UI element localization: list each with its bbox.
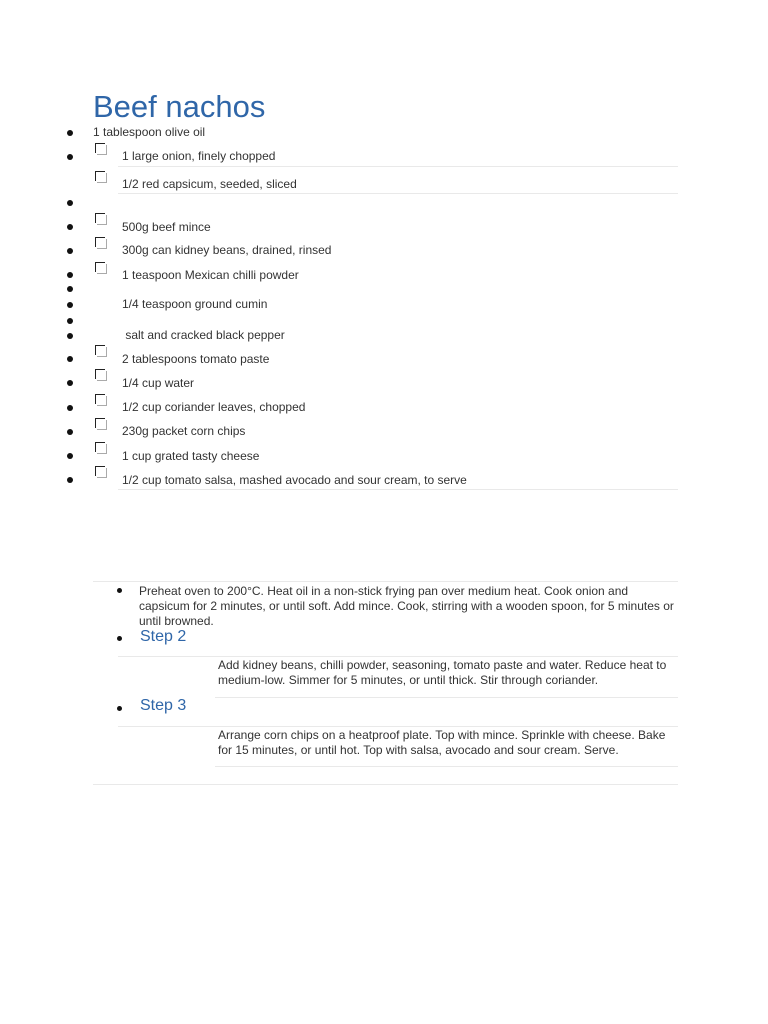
- checkbox-icon[interactable]: [95, 143, 105, 153]
- step-3-text: Arrange corn chips on a heatproof plate. Top with mince. Sprinkle with cheese. Bake for 15 minutes, or until hot. Top with salsa, avocado and sour cream. Serve.: [218, 728, 666, 757]
- bullet-dot-icon: [67, 302, 73, 308]
- bullet-dot-icon: [67, 286, 73, 292]
- ingredient-item: 1/4 cup water: [122, 376, 195, 390]
- divider: [118, 193, 678, 194]
- checkbox-icon[interactable]: [95, 171, 105, 181]
- bullet-dot-icon: [67, 356, 73, 362]
- ingredient-item: 1/4 teaspoon ground cumin: [122, 297, 268, 311]
- divider: [118, 489, 678, 490]
- ingredient-item: 1 cup grated tasty cheese: [122, 449, 260, 463]
- step-2-title: Step 2: [140, 628, 187, 645]
- checkbox-icon[interactable]: [95, 262, 105, 272]
- checkbox-icon[interactable]: [95, 466, 105, 476]
- bullet-dot-icon: [67, 224, 73, 230]
- divider: [118, 166, 678, 167]
- bullet-dot-icon: [67, 453, 73, 459]
- ingredient-item: 1 tablespoon olive oil: [93, 125, 206, 139]
- checkbox-icon[interactable]: [95, 369, 105, 379]
- checkbox-icon[interactable]: [95, 345, 105, 355]
- bullet-dot-icon: [67, 333, 73, 339]
- step-3-title: Step 3: [140, 697, 187, 714]
- bullet-dot-icon: [67, 248, 73, 254]
- checkbox-icon[interactable]: [95, 394, 105, 404]
- divider: [118, 656, 678, 657]
- ingredient-item: salt and cracked black pepper: [122, 328, 285, 342]
- checkbox-icon[interactable]: [95, 213, 105, 223]
- checkbox-icon[interactable]: [95, 237, 105, 247]
- step-2-text: Add kidney beans, chilli powder, seasoning, tomato paste and water. Reduce heat to medium-low. Simmer for 5 minutes, or until thick. Stir through coriander.: [218, 658, 667, 687]
- bullet-dot-icon: [117, 706, 122, 711]
- divider: [118, 726, 678, 727]
- bullet-dot-icon: [67, 380, 73, 386]
- divider: [215, 697, 678, 698]
- bullet-dot-icon: [67, 405, 73, 411]
- ingredient-item: 2 tablespoons tomato paste: [122, 352, 270, 366]
- bullet-dot-icon: [67, 154, 73, 160]
- ingredient-item: 1/2 red capsicum, seeded, sliced: [122, 177, 297, 191]
- step-1-text: Preheat oven to 200°C. Heat oil in a non-stick frying pan over medium heat. Cook onion and capsicum for 2 minutes, or until soft. Add mince. Cook, stirring with a wooden spoon, for 5 minutes or until browned.: [139, 584, 674, 628]
- bullet-dot-icon: [67, 272, 73, 278]
- ingredient-item: 1 large onion, finely chopped: [122, 149, 276, 163]
- ingredient-item: 230g packet corn chips: [122, 424, 246, 438]
- divider: [93, 581, 678, 582]
- divider: [93, 784, 678, 785]
- recipe-title: Beef nachos: [93, 89, 266, 124]
- bullet-dot-icon: [67, 477, 73, 483]
- checkbox-icon[interactable]: [95, 442, 105, 452]
- ingredient-item: 1/2 cup coriander leaves, chopped: [122, 400, 306, 414]
- bullet-dot-icon: [67, 200, 73, 206]
- ingredient-item: 1 teaspoon Mexican chilli powder: [122, 268, 299, 282]
- bullet-dot-icon: [67, 318, 73, 324]
- bullet-dot-icon: [67, 429, 73, 435]
- bullet-dot-icon: [117, 636, 122, 641]
- checkbox-icon[interactable]: [95, 418, 105, 428]
- bullet-dot-icon: [67, 130, 73, 136]
- ingredient-item: 500g beef mince: [122, 220, 211, 234]
- ingredient-item: 1/2 cup tomato salsa, mashed avocado and sour cream, to serve: [122, 473, 467, 487]
- bullet-dot-icon: [117, 588, 122, 593]
- ingredient-item: 300g can kidney beans, drained, rinsed: [122, 243, 332, 257]
- divider: [215, 766, 678, 767]
